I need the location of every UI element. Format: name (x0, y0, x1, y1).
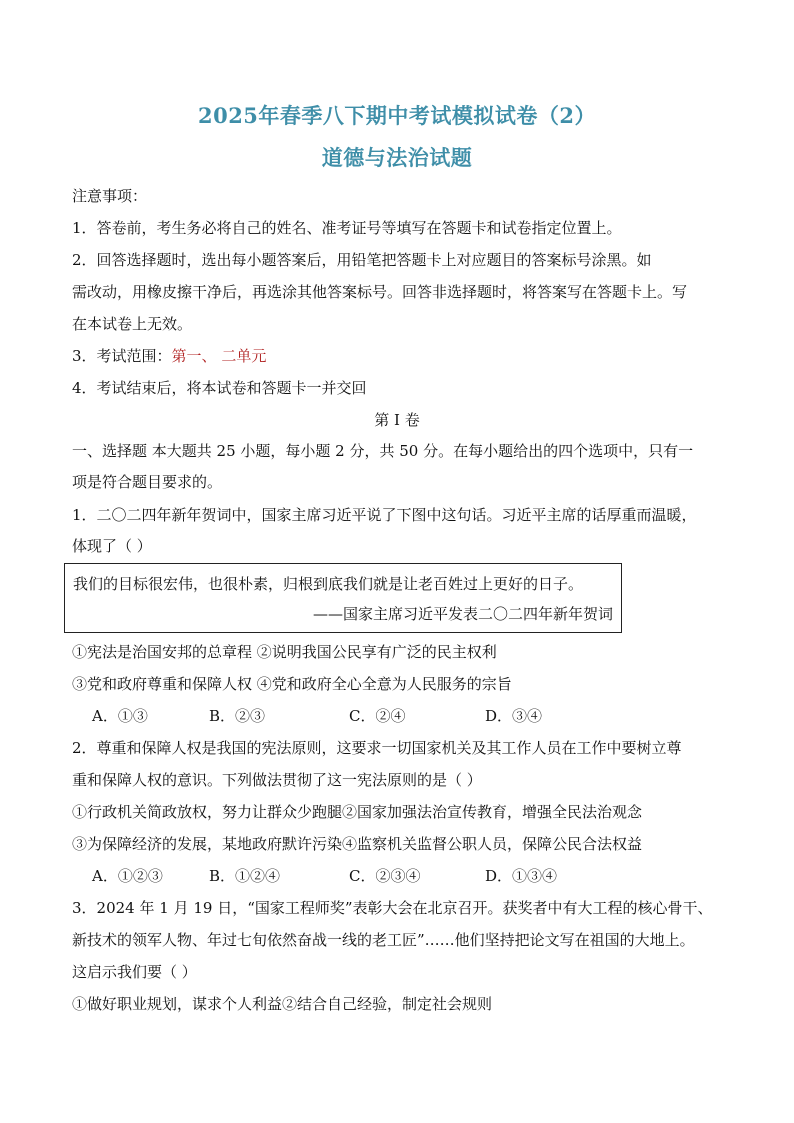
q1-quote-source: ——国家主席习近平发表二〇二四年新年贺词 (312, 605, 613, 623)
q3-stem-line-1: 3．2024 年 1 月 19 日，“国家工程师奖”表彰大会在北京召开。获奖者中有大工程的核心骨干、 (72, 899, 713, 917)
q1-statements-line-2: ③党和政府尊重和保障人权 ④党和政府全心全意为人民服务的宗旨 (72, 675, 512, 693)
notice-item-4: 4．考试结束后，将本试卷和答题卡一并交回 (72, 379, 367, 397)
q2-option-c: C．②③④ (349, 867, 421, 885)
notice-item-2-line-3: 在本试卷上无效。 (72, 315, 193, 333)
notice-item-2-line-1: 2．回答选择题时，选出每小题答案后，用铅笔把答题卡上对应题目的答案标号涂黑。如 (72, 251, 652, 269)
notice-item-2-line-2: 需改动，用橡皮擦干净后，再选涂其他答案标号。回答非选择题时，将答案写在答题卡上。写 (72, 283, 688, 301)
q1-statements-line-1: ①宪法是治国安邦的总章程 ②说明我国公民享有广泛的民主权利 (72, 643, 497, 661)
q1-options (92, 704, 732, 728)
section-intro-line-1: 一、选择题 本大题共 25 小题，每小题 2 分，共 50 分。在每小题给出的四个选项中，只有一 (72, 442, 694, 460)
q1-stem-line-1: 1．二〇二四年新年贺词中，国家主席习近平说了下图中这句话。习近平主席的话厚重而温暖， (72, 506, 697, 524)
q2-stem-line-2: 重和保障人权的意识。下列做法贯彻了这一宪法原则的是（ ） (72, 771, 482, 789)
q1-stem-line-2: 体现了（ ） (72, 537, 152, 555)
q2-statements-line-1: ①行政机关简政放权，努力让群众少跑腿②国家加强法治宣传教育，增强全民法治观念 (72, 803, 643, 821)
exam-range: 第一、 二单元 (171, 347, 267, 365)
q1-option-a: A．①③ (92, 707, 148, 725)
notice-item-3 (72, 344, 732, 368)
q2-option-a: A．①②③ (92, 867, 163, 885)
q3-statements-line-1: ①做好职业规划，谋求个人利益②结合自己经验，制定社会规则 (72, 995, 493, 1013)
q2-options (92, 864, 732, 888)
notice-item-1: 1．答卷前，考生务必将自己的姓名、准考证号等填写在答题卡和试卷指定位置上。 (72, 219, 622, 237)
section-intro-line-2: 项是符合题目要求的。 (72, 473, 223, 491)
notice-item-3-prefix: 3．考试范围： (72, 347, 172, 365)
q3-stem-line-2: 新技术的领军人物、年过七旬依然奋战一线的老工匠”……他们坚持把论文写在祖国的大地上。 (72, 931, 695, 949)
q1-option-b: B．②③ (209, 707, 266, 725)
notice-heading: 注意事项： (72, 187, 148, 205)
q1-option-d: D．③④ (485, 707, 543, 725)
volume-heading: 第 I 卷 (374, 411, 420, 429)
q2-stem-line-1: 2．尊重和保障人权是我国的宪法原则，这要求一切国家机关及其工作人员在工作中要树立尊 (72, 739, 682, 757)
exam-subtitle: 道德与法治试题 (321, 145, 473, 170)
q2-option-b: B．①②④ (209, 867, 281, 885)
exam-title: 2025年春季八下期中考试模拟试卷（2） (197, 103, 597, 128)
q2-option-d: D．①③④ (485, 867, 558, 885)
q2-statements-line-2: ③为保障经济的发展，某地政府默许污染④监察机关监督公职人员，保障公民合法权益 (72, 835, 643, 853)
q3-stem-line-3: 这启示我们要（ ） (72, 963, 197, 981)
q1-option-c: C．②④ (349, 707, 406, 725)
q1-quote: 我们的目标很宏伟，也很朴素，归根到底我们就是让老百姓过上更好的日子。 (73, 575, 584, 593)
q1-quote-box (64, 563, 622, 633)
